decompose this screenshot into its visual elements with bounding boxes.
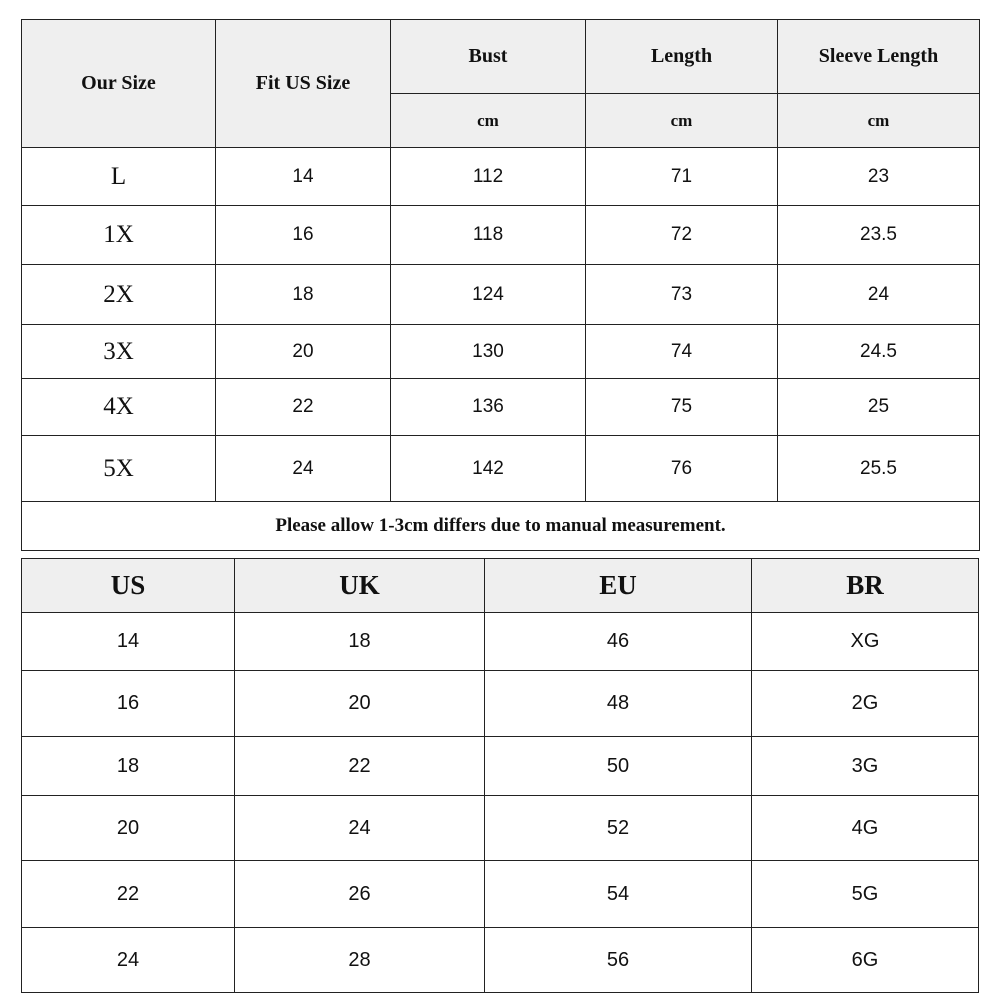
bust-cell: 112 (391, 148, 586, 206)
header-bust: Bust (391, 20, 586, 94)
header-our-size: Our Size (22, 20, 216, 148)
bust-cell: 124 (391, 265, 586, 325)
us-cell: 22 (22, 861, 235, 928)
length-cell: 76 (586, 436, 778, 502)
bust-cell: 136 (391, 379, 586, 436)
header-uk: UK (235, 559, 485, 613)
header-length-unit: cm (586, 94, 778, 148)
table-row (22, 861, 979, 928)
sleeve-length-cell: 24 (778, 265, 980, 325)
table-row (22, 325, 980, 379)
eu-cell: 48 (485, 671, 752, 737)
table-row (22, 671, 979, 737)
size-chart-table (21, 19, 980, 551)
table-row (22, 206, 980, 265)
header-br: BR (752, 559, 979, 613)
header-bust-unit: cm (391, 94, 586, 148)
our-size-cell: 3X (22, 325, 216, 379)
us-cell: 14 (22, 613, 235, 671)
eu-cell: 50 (485, 737, 752, 796)
sleeve-length-cell: 23.5 (778, 206, 980, 265)
our-size-cell: 5X (22, 436, 216, 502)
header-sleeve-length: Sleeve Length (778, 20, 980, 94)
uk-cell: 22 (235, 737, 485, 796)
table-row (22, 796, 979, 861)
br-cell: 4G (752, 796, 979, 861)
fit-us-size-cell: 18 (216, 265, 391, 325)
size-conversion-table (21, 558, 979, 993)
header-eu: EU (485, 559, 752, 613)
table-row (22, 928, 979, 993)
fit-us-size-cell: 20 (216, 325, 391, 379)
bust-cell: 142 (391, 436, 586, 502)
our-size-cell: 1X (22, 206, 216, 265)
bust-cell: 118 (391, 206, 586, 265)
eu-cell: 54 (485, 861, 752, 928)
length-cell: 72 (586, 206, 778, 265)
fit-us-size-cell: 24 (216, 436, 391, 502)
measurement-note: Please allow 1-3cm differs due to manual measurement. (22, 502, 980, 551)
uk-cell: 28 (235, 928, 485, 993)
eu-cell: 46 (485, 613, 752, 671)
fit-us-size-cell: 22 (216, 379, 391, 436)
table-row (22, 436, 980, 502)
length-cell: 71 (586, 148, 778, 206)
br-cell: 5G (752, 861, 979, 928)
br-cell: 2G (752, 671, 979, 737)
fit-us-size-cell: 16 (216, 206, 391, 265)
length-cell: 74 (586, 325, 778, 379)
eu-cell: 56 (485, 928, 752, 993)
table-row (22, 379, 980, 436)
sleeve-length-cell: 25 (778, 379, 980, 436)
our-size-cell: 2X (22, 265, 216, 325)
fit-us-size-cell: 14 (216, 148, 391, 206)
length-cell: 75 (586, 379, 778, 436)
sleeve-length-cell: 25.5 (778, 436, 980, 502)
us-cell: 24 (22, 928, 235, 993)
br-cell: 6G (752, 928, 979, 993)
table-row (22, 265, 980, 325)
uk-cell: 26 (235, 861, 485, 928)
header-fit-us-size: Fit US Size (216, 20, 391, 148)
br-cell: 3G (752, 737, 979, 796)
our-size-cell: L (22, 148, 216, 206)
us-cell: 16 (22, 671, 235, 737)
us-cell: 20 (22, 796, 235, 861)
uk-cell: 24 (235, 796, 485, 861)
our-size-cell: 4X (22, 379, 216, 436)
br-cell: XG (752, 613, 979, 671)
table-row (22, 613, 979, 671)
uk-cell: 18 (235, 613, 485, 671)
header-sleeve-unit: cm (778, 94, 980, 148)
bust-cell: 130 (391, 325, 586, 379)
header-length: Length (586, 20, 778, 94)
us-cell: 18 (22, 737, 235, 796)
header-us: US (22, 559, 235, 613)
length-cell: 73 (586, 265, 778, 325)
table-row (22, 737, 979, 796)
eu-cell: 52 (485, 796, 752, 861)
uk-cell: 20 (235, 671, 485, 737)
table-row (22, 148, 980, 206)
sleeve-length-cell: 24.5 (778, 325, 980, 379)
sleeve-length-cell: 23 (778, 148, 980, 206)
